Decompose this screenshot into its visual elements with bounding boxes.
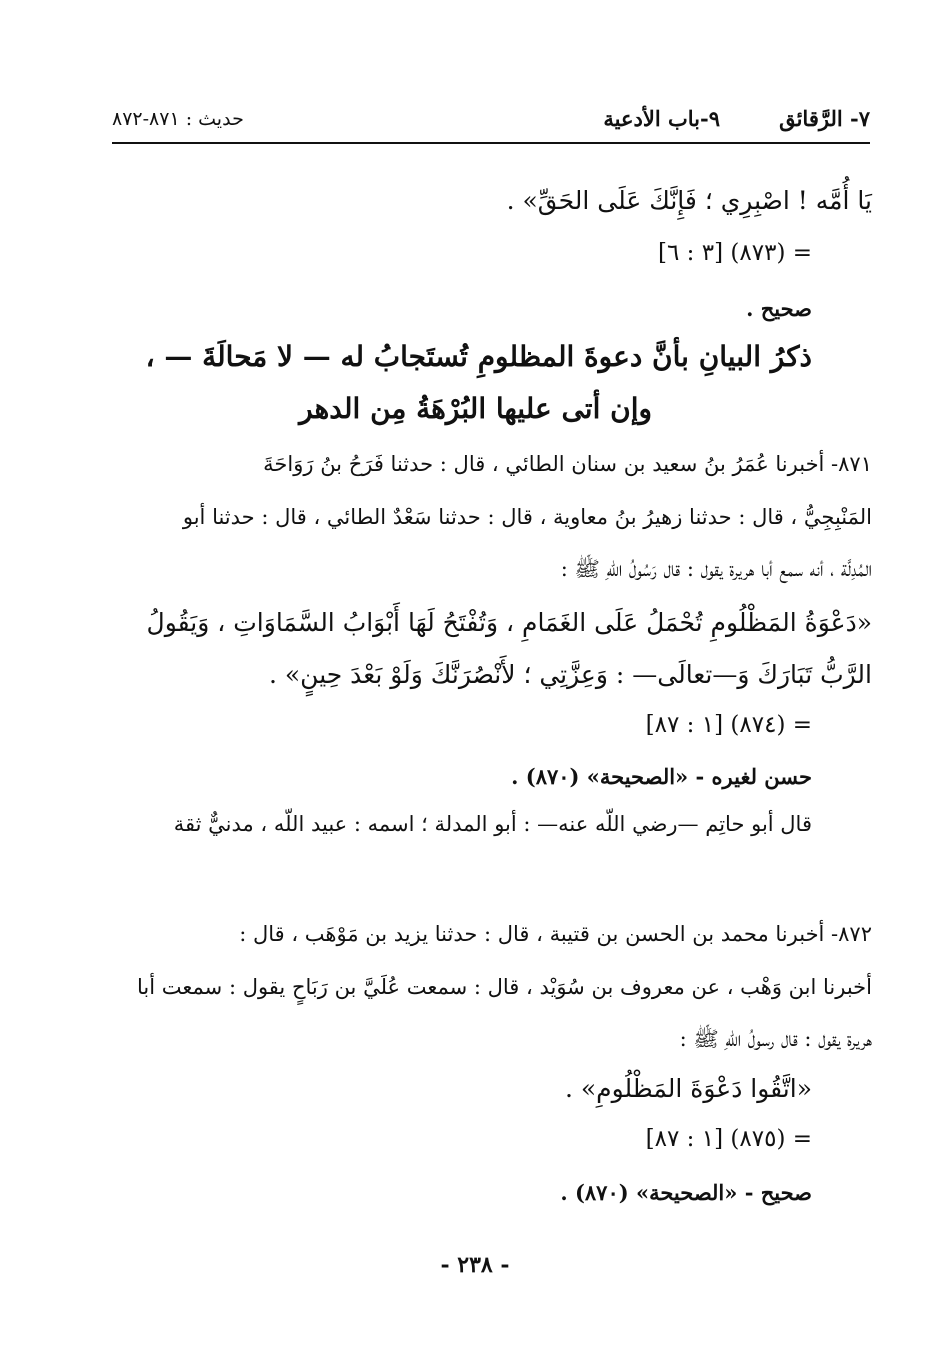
reference-line: = (٨٧٤) [١ : ٨٧]: [645, 712, 812, 738]
grade-line: حسن لغيره - «الصحيحة» (٨٧٠) .: [511, 764, 812, 789]
header-hadith-range: حديث : ٨٧١-٨٧٢: [112, 108, 244, 130]
hadith-text-end: يَا أُمَّه ! اصْبِرِي ؛ فَإِنَّكَ عَلَى الحَقِّ» .: [506, 186, 872, 215]
reference-line: = (٨٧٥) [١ : ٨٧]: [645, 1126, 812, 1152]
reference-line: = (٨٧٣) [٣ : ٦]: [658, 240, 812, 266]
chapter-heading-line-1: ذكرُ البيانِ بأنَّ دعوةَ المظلومِ تُستَجابُ له — لا مَحالَةَ — ،: [145, 340, 812, 373]
matn-872: «اتَّقُوا دَعْوَةَ المَظْلُومِ» .: [564, 1074, 812, 1103]
grade-line: صحيح - «الصحيحة» (٨٧٠) .: [560, 1180, 812, 1205]
isnad-871-line-2: المَنْبِجِيُّ ، قال : حدثنا زهيرُ بنُ معاوية ، قال : حدثنا سَعْدٌ الطائي ، قال : حدثنا أبو: [182, 505, 872, 529]
header-rule: [112, 142, 870, 144]
matn-871-line-2: الرَّبُّ تَبَارَكَ وَ—تعالَى— : وَعِزَّتِي ؛ لأَنْصُرَنَّكَ وَلَوْ بَعْدَ حِينٍ» .: [268, 660, 872, 689]
page-number: - ٢٣٨ -: [440, 1252, 510, 1278]
isnad-872-line-2: أخبرنا ابن وَهْب ، عن معروف بن سُوَيْد ، قال : سمعت عُلَيَّ بن رَبَاحٍ يقول : سمعت أبا: [137, 975, 872, 999]
header-chapter: ٧- الرَّقائق: [779, 106, 870, 131]
chapter-heading-line-2: وإن أتى عليها البُرْهَةُ مِن الدهر: [299, 392, 652, 425]
header-section: ٩-باب الأدعية: [603, 106, 720, 131]
isnad-872-line-3: هريرة يقول : قال رسولُ اللّهِ ﷺ :: [679, 1027, 872, 1051]
running-header: [112, 100, 870, 140]
isnad-872-line-1: ٨٧٢- أخبرنا محمد بن الحسن بن قتيبة ، قال : حدثنا يزيد بن مَوْهَب ، قال :: [239, 922, 872, 946]
isnad-871-line-1: ٨٧١- أخبرنا عُمَرُ بنُ سعيد بن سنان الطائي ، قال : حدثنا فَرَحُ بنُ رَوَاحَةَ: [263, 452, 872, 476]
matn-871-line-1: «دَعْوَةُ المَظْلُومِ تُحْمَلُ عَلَى الغَمَامِ ، وَتُفْتَحُ لَهَا أَبْوَابُ السَّمَاوَاتِ ، وَيَقُولُ: [146, 608, 872, 637]
isnad-871-line-3: المُدِلَّة ، أنه سمع أبا هريرة يقول : قال رَسُولُ اللّهِ ﷺ :: [560, 557, 872, 581]
grade-line: صحيح .: [746, 296, 812, 321]
commentary-line: قال أبو حاتِم —رضي اللّه عنه— : أبو المدلة ؛ اسمه : عبيد اللّه ، مدنيٌّ ثقة: [173, 812, 812, 836]
